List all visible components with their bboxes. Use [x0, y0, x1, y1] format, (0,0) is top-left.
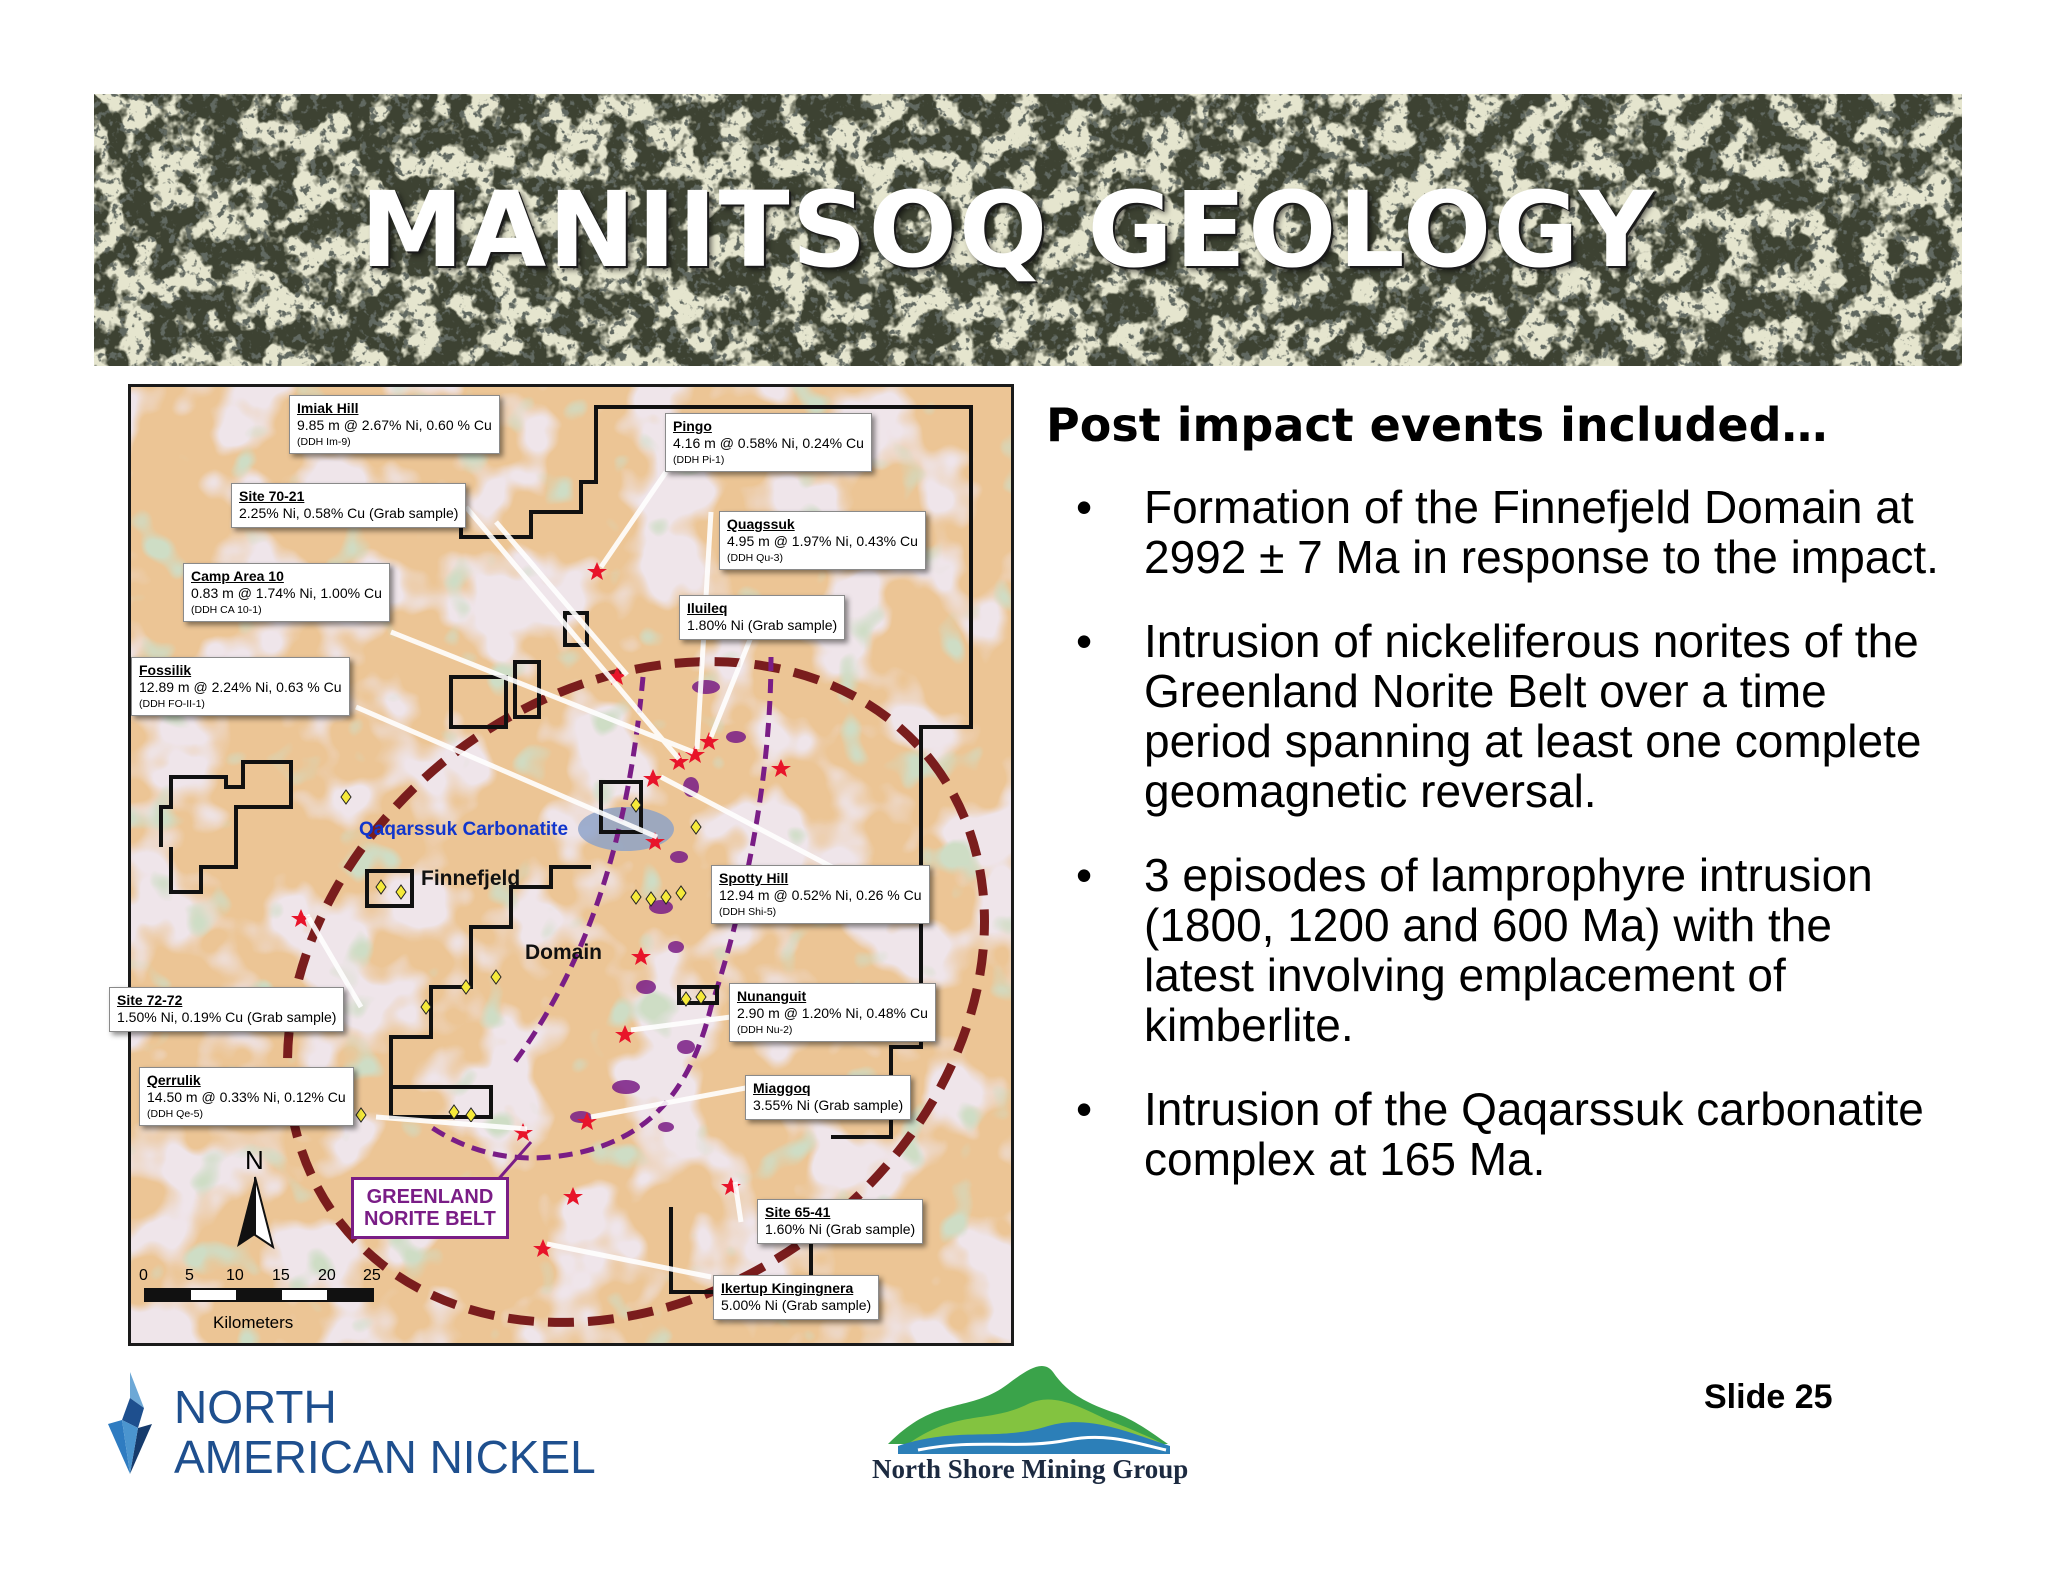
callout-site-70-21	[231, 483, 466, 528]
callout-value: 3.55% Ni (Grab sample)	[753, 1096, 904, 1113]
carbonatite-label: Qaqarssuk Carbonatite	[359, 819, 569, 840]
subtitle: Post impact events included…	[1046, 398, 1828, 452]
scale-unit: Kilometers	[213, 1313, 294, 1332]
callout-quagssuk	[719, 511, 926, 570]
callout-hole: (DDH Nu-2)	[737, 1023, 793, 1036]
bullet-list	[1046, 482, 1946, 1218]
callout-name: Spotty Hill	[719, 870, 789, 886]
callout-value: 0.83 m @ 1.74% Ni, 1.00% Cu	[191, 584, 382, 601]
finnefjeld-label: Finnefjeld	[421, 867, 521, 890]
bullet-text: Intrusion of nickeliferous norites of the Greenland Norite Belt over a time period spanning at least one complete geomagnetic reversal.	[1144, 615, 1922, 817]
callout-hole: (DDH Qe-5)	[147, 1107, 204, 1120]
callout-fossilik	[131, 657, 350, 716]
callout-value: 14.50 m @ 0.33% Ni, 0.12% Cu	[147, 1088, 346, 1105]
geology-map	[117, 384, 1014, 1346]
callout-site-65-41	[757, 1199, 923, 1244]
scale-tick-10: 10	[226, 1267, 244, 1284]
north-shore-mining-wordmark: North Shore Mining Group	[872, 1454, 1189, 1484]
bullet-item	[1046, 616, 1946, 816]
callout-name: Site 65-41	[765, 1204, 831, 1220]
north-shore-mining-logo-icon	[878, 1354, 1178, 1454]
bullet-item	[1046, 850, 1946, 1050]
callout-name: Site 72-72	[117, 992, 183, 1008]
callout-value: 5.00% Ni (Grab sample)	[721, 1296, 872, 1313]
callout-name: Fossilik	[139, 662, 192, 678]
callout-name: Qerrulik	[147, 1072, 201, 1088]
callout-name: Site 70-21	[239, 488, 305, 504]
callout-value: 1.60% Ni (Grab sample)	[765, 1220, 916, 1237]
callout-value: 9.85 m @ 2.67% Ni, 0.60 % Cu	[297, 416, 492, 433]
callout-name: Quagssuk	[727, 516, 795, 532]
callout-name: Iluileq	[687, 600, 728, 616]
callout-value: 1.80% Ni (Grab sample)	[687, 616, 838, 633]
nan-line1: NORTH	[174, 1381, 337, 1433]
bullet-text: Formation of the Finnefjeld Domain at 2992 ± 7 Ma in response to the impact.	[1144, 481, 1939, 583]
scale-tick-0: 0	[139, 1267, 148, 1284]
callout-pingo	[665, 413, 872, 472]
bullet-dot: •	[1076, 1083, 1093, 1135]
callout-value: 2.90 m @ 1.20% Ni, 0.48% Cu	[737, 1004, 928, 1021]
north-american-nickel-logo-icon	[100, 1368, 160, 1478]
bullet-dot: •	[1076, 849, 1093, 901]
callout-name: Imiak Hill	[297, 400, 359, 416]
bullet-item	[1046, 1084, 1946, 1184]
scale-tick-15: 15	[272, 1267, 290, 1284]
slide-title: MANIITSOQ GEOLOGY	[360, 169, 1656, 291]
callout-name: Ikertup Kingingnera	[721, 1280, 854, 1296]
callout-ikertup-kingingnera	[713, 1275, 879, 1320]
callout-hole: (DDH Shi-5)	[719, 905, 777, 918]
callout-value: 2.25% Ni, 0.58% Cu (Grab sample)	[239, 504, 459, 521]
callout-camp-area-10	[183, 563, 390, 622]
callout-name: Pingo	[673, 418, 712, 434]
callout-nunanguit	[729, 983, 936, 1042]
bullet-text: 3 episodes of lamprophyre intrusion (1800, 1200 and 600 Ma) with the latest involving emplacement of kimberlite.	[1144, 849, 1873, 1051]
callout-value: 1.50% Ni, 0.19% Cu (Grab sample)	[117, 1008, 337, 1025]
callout-spotty-hill	[711, 865, 930, 924]
north-label: N	[245, 1145, 264, 1175]
callout-imiak-hill	[289, 395, 500, 454]
callout-iluileq	[679, 595, 845, 640]
callout-miaggoq	[745, 1075, 911, 1120]
bullet-item	[1046, 482, 1946, 582]
north-american-nickel-wordmark	[174, 1382, 596, 1482]
bullet-dot: •	[1076, 615, 1093, 667]
norite-belt-label	[351, 1177, 509, 1239]
callout-site-72-72	[109, 987, 344, 1032]
callout-hole: (DDH Qu-3)	[727, 551, 784, 564]
norite-belt-line1: GREENLAND	[366, 1186, 494, 1208]
bullet-dot: •	[1076, 481, 1093, 533]
callout-hole: (DDH Pi-1)	[673, 453, 725, 466]
callout-value: 12.89 m @ 2.24% Ni, 0.63 % Cu	[139, 678, 342, 695]
scale-bar-graphic	[145, 1289, 373, 1301]
scale-tick-25: 25	[363, 1267, 381, 1284]
callout-name: Miaggoq	[753, 1080, 811, 1096]
carbonatite-lake	[578, 807, 674, 851]
title-banner	[94, 94, 1962, 366]
domain-label: Domain	[525, 941, 603, 964]
callout-hole: (DDH Im-9)	[297, 435, 351, 448]
callout-hole: (DDH CA 10-1)	[191, 603, 262, 616]
callout-qerrulik	[139, 1067, 354, 1126]
callout-hole: (DDH FO-II-1)	[139, 697, 205, 710]
callout-value: 12.94 m @ 0.52% Ni, 0.26 % Cu	[719, 886, 922, 903]
slide-number: Slide 25	[1704, 1378, 1833, 1416]
scale-tick-20: 20	[318, 1267, 336, 1284]
callout-name: Nunanguit	[737, 988, 807, 1004]
nan-line2: AMERICAN NICKEL	[174, 1431, 596, 1483]
scale-tick-5: 5	[185, 1267, 194, 1284]
callout-name: Camp Area 10	[191, 568, 284, 584]
norite-belt-line2: NORITE BELT	[364, 1208, 496, 1230]
callout-value: 4.16 m @ 0.58% Ni, 0.24% Cu	[673, 434, 864, 451]
callout-value: 4.95 m @ 1.97% Ni, 0.43% Cu	[727, 532, 918, 549]
bullet-text: Intrusion of the Qaqarssuk carbonatite complex at 165 Ma.	[1144, 1083, 1924, 1185]
